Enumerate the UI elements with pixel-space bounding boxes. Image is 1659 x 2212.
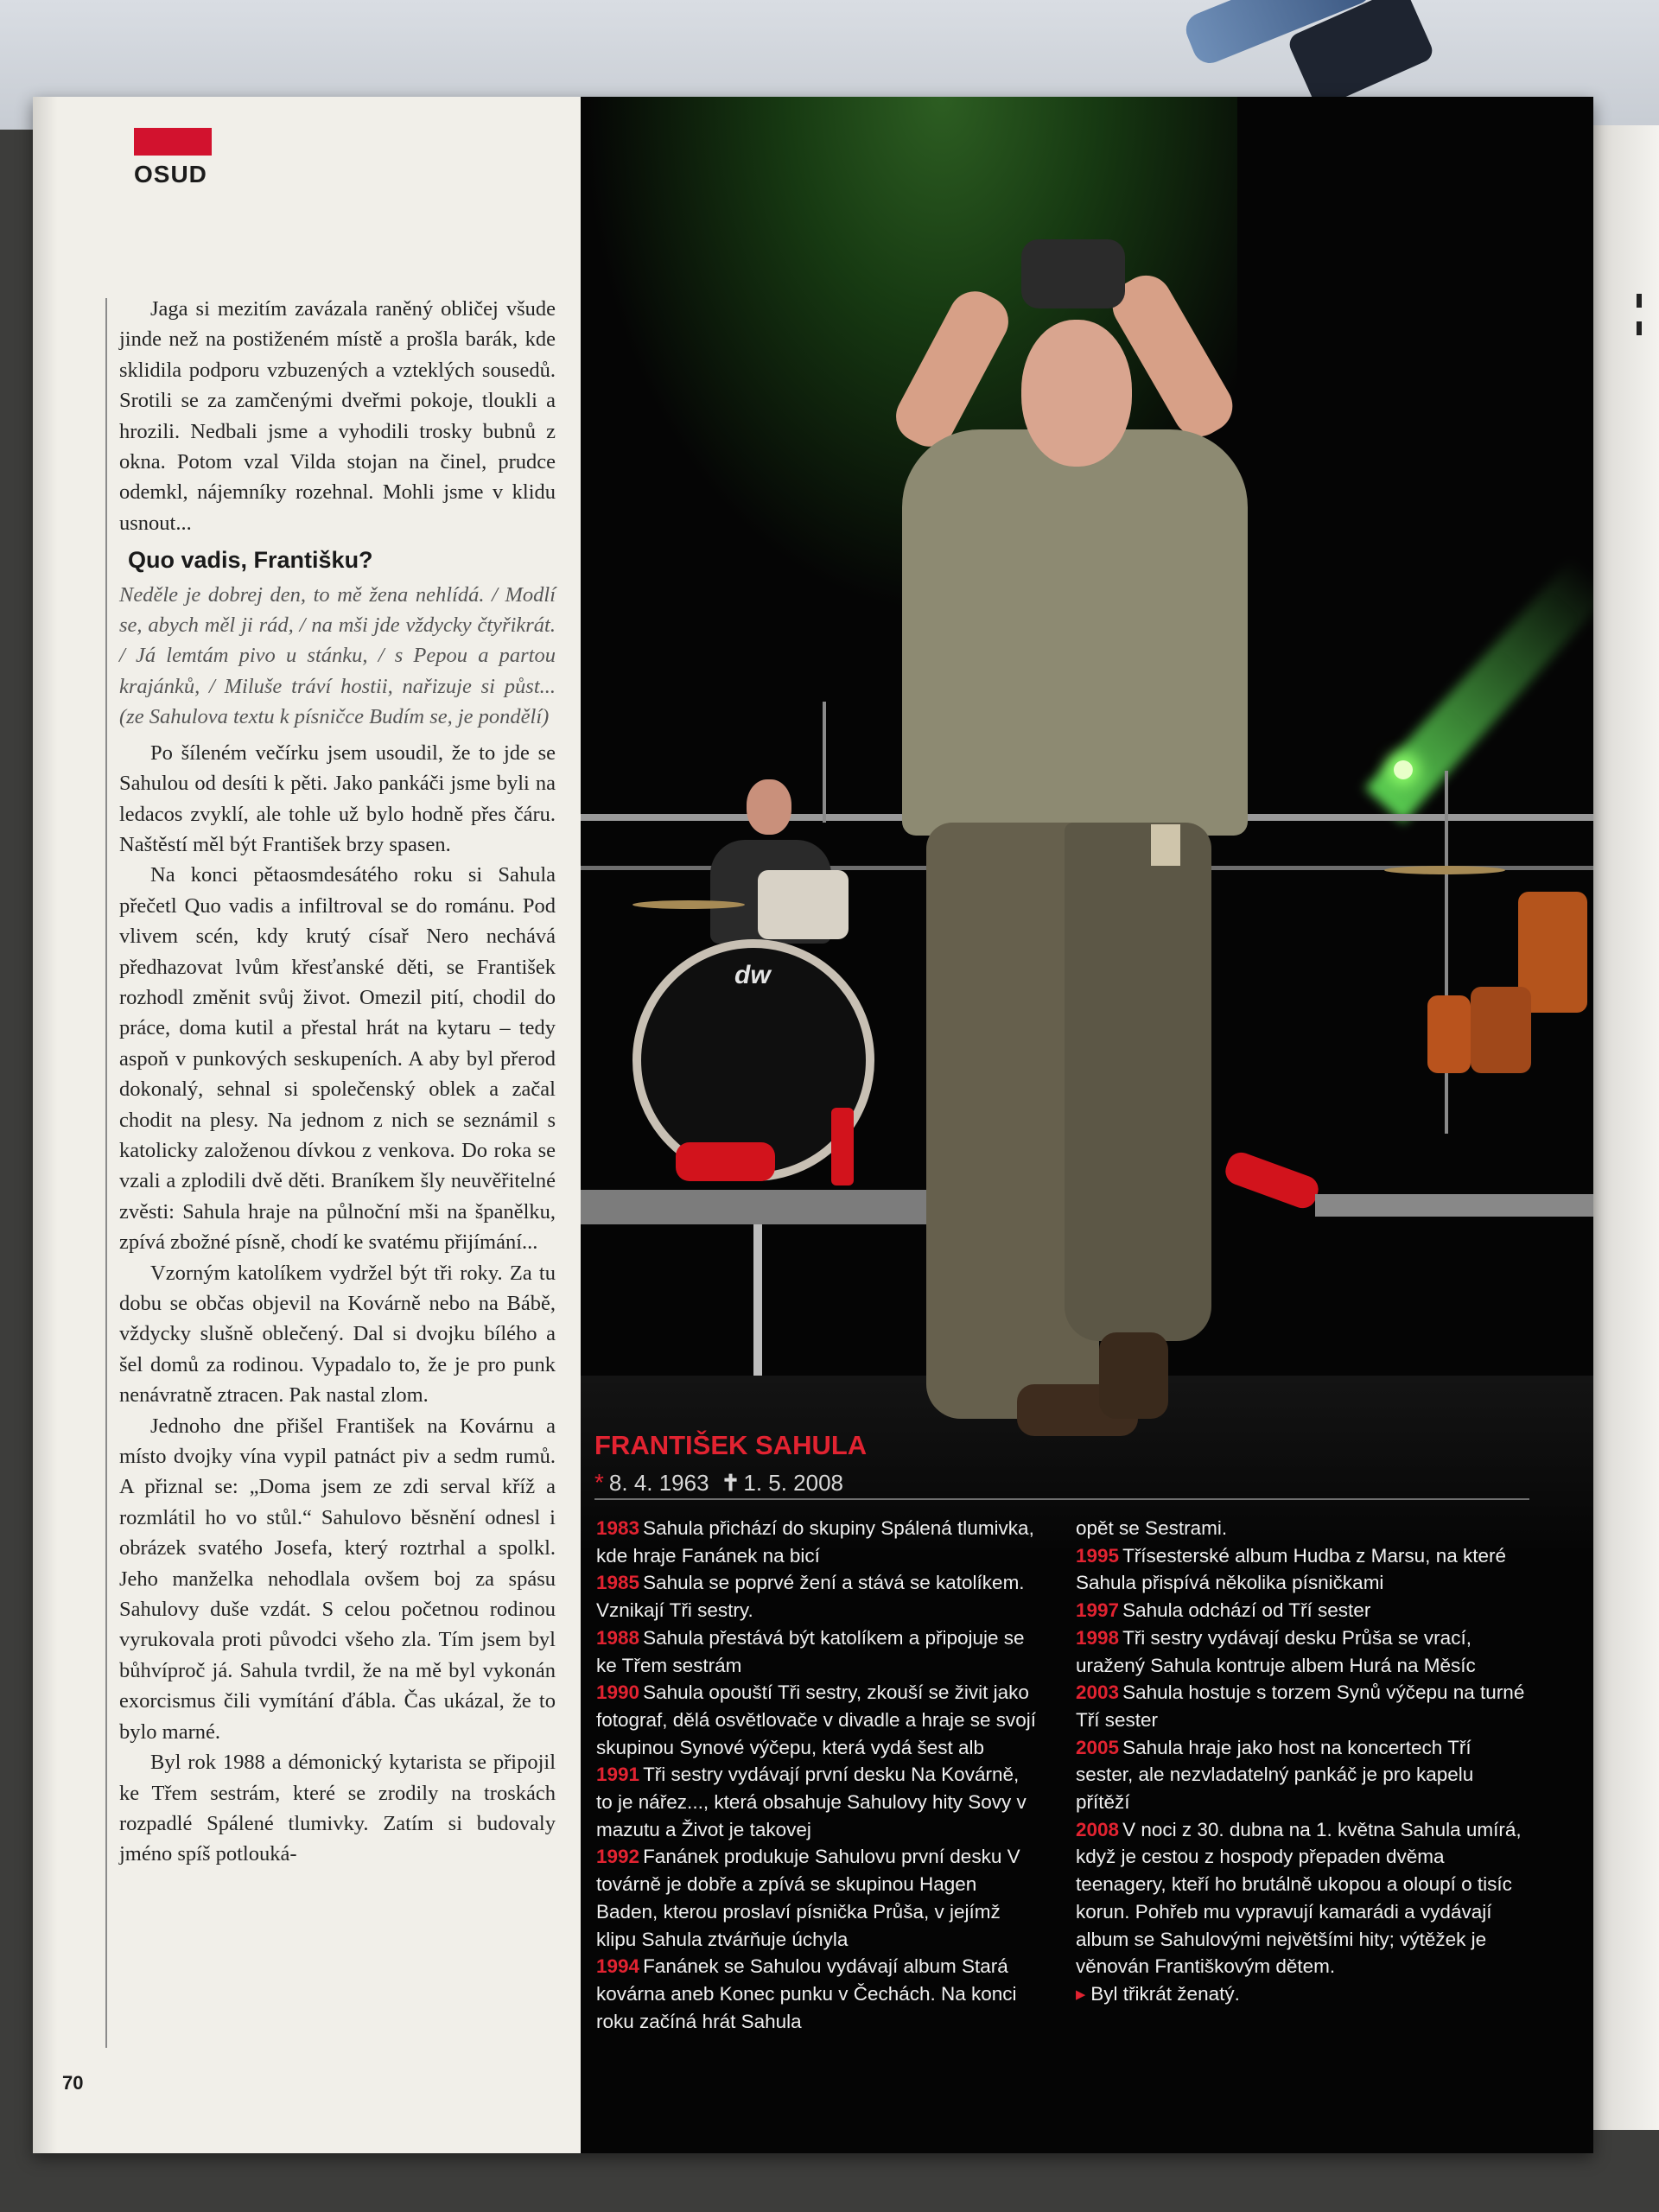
orange-drum [1427, 995, 1471, 1073]
birth-symbol: * [594, 1469, 604, 1496]
timeline-entry [1076, 1542, 1529, 1597]
death-date: 1. 5. 2008 [743, 1470, 844, 1496]
timeline-year: 2005 [1076, 1736, 1120, 1758]
timeline-text: Sahula se poprvé žení a stává se katolíkem. Vznikají Tři sestry. [596, 1572, 1025, 1622]
article-paragraph: Jednoho dne přišel František na Kovárnu a místo dvojky vína vypil patnáct piv a sedm rumů. A přiznal se: „Doma jsem ze zdi serval kříž a rozmlátil ho vo stůl.“ Sahulovo běsnění odnesl i obrázek svatého Josefa, který roztrhal a spolkl. Jeho manželka nehodlala ovšem boj za spásu Sahulovy duše vzdát. S celou početnou rodinou vyrukovala proti původci všeho zla. Tím jsem byl bůhvíproč já. Sahula tvrdil, že na mě byl vykonán exorcismus čili vymítání ďábla. Čas ukázal, že to bylo marné. [119, 1414, 556, 1744]
timeline-text: Tři sestry vydávají první desku Na Kovárně, to je nářez..., která obsahuje Sahulovy hity Sovy v mazutu a Život je takovej [596, 1764, 1027, 1840]
article-paragraph: Byl rok 1988 a démonický kytarista se připojil ke Třem sestrám, které se zrodily na troskách rozpadlé Spálené tlumivky. Zatím si budovaly jméno spíš potlouká- [119, 1751, 556, 1866]
performer-shoe [1099, 1332, 1168, 1419]
article-paragraph: Po šíleném večírku jsem usoudil, že to jde se Sahulou od desíti k pěti. Jako pankáči jsme byli na ledacos zvyklí, ale tohle už bylo hodně přes čáru. Naštěstí měl být František brzy spasen. [119, 741, 556, 856]
article-subheading: Quo vadis, Františku? [128, 547, 373, 574]
timeline-year: 1998 [1076, 1626, 1120, 1649]
drummer-head [747, 779, 791, 835]
timeline-year: 2003 [1076, 1681, 1120, 1704]
timeline-year: 1997 [1076, 1599, 1120, 1622]
birth-date: 8. 4. 1963 [608, 1470, 709, 1496]
timeline-year: 1990 [596, 1681, 640, 1704]
timeline-text: Sahula přestává být katolíkem a připojuje se ke Třem sestrám [596, 1626, 1025, 1676]
timeline-text: Sahula přichází do skupiny Spálená tlumivka, kde hraje Fanánek na bicí [596, 1517, 1034, 1567]
cymbal-stand [1445, 771, 1448, 1134]
note-text: Byl třikrát ženatý. [1090, 1982, 1240, 2005]
timeline-entry [596, 1515, 1037, 1569]
riser-leg [753, 1224, 762, 1380]
timeline-year: 1983 [596, 1517, 640, 1539]
timeline-entry [596, 1569, 1037, 1624]
infobox-rule [594, 1498, 1529, 1500]
timeline-entry [1076, 1679, 1529, 1733]
tom-drum [758, 870, 849, 939]
timeline-text: V noci z 30. dubna na 1. května Sahula umírá, když je cestou z hospody přepaden dvěma teenagery, kteří ho brutálně ukopou a oloupí o tisíc korun. Pohřeb mu vypravují kamarádi a vydávají album se Sahulovými největšími hity; výtěžek je věnován Františkovým dětem. [1076, 1818, 1522, 1978]
timeline-text: Fanánek produkuje Sahulovu první desku V továrně je dobře a zpívá se skupinou Hagen Baden, kterou proslaví písnička Průša, v jejímž klipu Sahula ztvárňuje úchyla [596, 1846, 1020, 1950]
timeline-entry [596, 1761, 1037, 1843]
timeline-left [596, 1515, 1037, 2035]
orange-drum [1471, 987, 1531, 1073]
timeline-text: Sahula odchází od Tří sester [1122, 1599, 1371, 1622]
timeline-text: Třísesterské album Hudba z Marsu, na které Sahula přispívá několika písničkami [1076, 1544, 1506, 1594]
green-spotlight-beam [1365, 556, 1593, 823]
timeline-entry [1076, 1624, 1529, 1679]
page-number: 70 [62, 2072, 84, 2094]
timeline-text: Sahula opouští Tři sestry, zkouší se živit jako fotograf, dělá osvětlovače v divadle a hraje se svojí skupinou Synové výčepu, která vydá šest alb [596, 1681, 1037, 1758]
red-bottle [831, 1108, 854, 1185]
timeline-text: Sahula hraje jako host na koncertech Tří sester, ale nezvladatelný pankáč je pro kapelu přítěží [1076, 1736, 1474, 1814]
lyric-quote: Neděle je dobrej den, to mě žena nehlídá. / Modlí se, abych měl ji rád, / na mši jde vždycky čtyřikrát. / Já lemtám pivo u stánku, / s Pepou a partou krajánků, / Miluše tráví hostii, nařizuje si půst... (ze Sahulova textu k písničce Budím se, je pondělí) [119, 582, 556, 729]
timeline-text: Sahula hostuje s torzem Synů výčepu na turné Tří sester [1076, 1681, 1525, 1731]
article-paragraph: Jaga si mezitím zavázala raněný obličej všude jinde než na postiženém místě a prošla barák, kde sklidila podporu vzbuzených a vzteklých sousedů. Srotili se za zamčenými dveřmi pokoje, tloukli a hrozili. Nedbali jsme a vyhodili trosky bubnů z okna. Potom vzal Vilda stojan na činel, prudce odemkl, nájemníky rozehnal. Mohli jsme v klidu usnout... [119, 297, 556, 535]
article-paragraph: Vzorným katolíkem vydržel být tři roky. Za tu dobu se občas objevil na Kovárně nebo na Bábě, vždycky slušně oblečený. Dal si dvojku bílého a šel domů za rodinou. Vypadalo to, že je pro punk nenávratně ztracen. Pak nastal zlom. [119, 1261, 556, 1408]
timeline-entry [1076, 1734, 1529, 1816]
infobox-dates [594, 1469, 843, 1497]
timeline-year: 1992 [596, 1846, 640, 1868]
performer-shirt [902, 429, 1248, 836]
timeline-year: 1991 [596, 1764, 640, 1786]
timeline-entry [596, 1953, 1037, 2035]
death-symbol: ✝ [721, 1470, 741, 1496]
timeline-year: 1985 [596, 1572, 640, 1594]
column-rule [105, 298, 107, 2048]
section-tag-bar [134, 128, 212, 156]
red-object [676, 1142, 775, 1181]
drum-logo: dw [734, 961, 771, 989]
performer-belt-tag [1151, 824, 1180, 866]
cymbal [632, 900, 745, 909]
article-paragraph: Na konci pětaosmdesátého roku si Sahula přečetl Quo vadis a infiltroval se do románu. Pod vlivem scén, kdy krutý císař Nero nechává předhazovat lvům křesťanské děti, se František rozhodl změnit svůj život. Omezil pití, chodil do práce, doma kutil a přestal hrát na kytaru – tedy aspoň v punkových seskupeních. A aby byl přerod dokonalý, sehnal si společenský oblek a začal chodit na plesy. Na jednom z nich se seznámil s katolicky založenou dívkou z venkova. Do roka se vzali a zplodili dvě děti. Braníkem šly neuvěřitelné zvěsti: Sahula hraje na půlnoční mši na španělku, zpívá zbožné písně, chodí ke svatému přijímání... [119, 863, 556, 1255]
performer-hands [1021, 239, 1125, 308]
spotlight-source [1394, 760, 1413, 779]
note-marker: ▸ [1076, 1982, 1086, 2005]
timeline-entry [596, 1624, 1037, 1679]
timeline-continuation: opět se Sestrami. [1076, 1517, 1228, 1539]
timeline-text: Fanánek se Sahulou vydávají album Stará kovárna aneb Konec punku v Čechách. Na konci roku začíná hrát Sahula [596, 1955, 1017, 2032]
section-tag: OSUD [134, 161, 207, 188]
timeline-year: 1988 [596, 1626, 640, 1649]
timeline-entry [1076, 1597, 1529, 1624]
timeline-right [1076, 1515, 1529, 2008]
timeline-year: 2008 [1076, 1818, 1120, 1840]
performer-trousers [1065, 823, 1211, 1341]
timeline-entry [596, 1843, 1037, 1953]
next-page-text-mark [1637, 294, 1642, 308]
timeline-note [1076, 1980, 1529, 2008]
timeline-entry [1076, 1816, 1529, 1980]
light-stand [823, 702, 826, 823]
timeline-year: 1995 [1076, 1544, 1120, 1567]
next-page-text-mark [1637, 321, 1642, 335]
timeline-year: 1994 [596, 1955, 640, 1978]
red-object [1222, 1148, 1322, 1211]
article-text [119, 294, 556, 1870]
cymbal [1384, 866, 1505, 874]
side-table [1315, 1194, 1593, 1217]
timeline-entry [596, 1679, 1037, 1761]
page-fold-shadow [33, 97, 57, 2153]
timeline-text: Tři sestry vydávají desku Průša se vrací, uražený Sahula kontruje albem Hurá na Měsíc [1076, 1626, 1476, 1676]
infobox-name: FRANTIŠEK SAHULA [594, 1430, 868, 1460]
performer-head [1021, 320, 1132, 467]
